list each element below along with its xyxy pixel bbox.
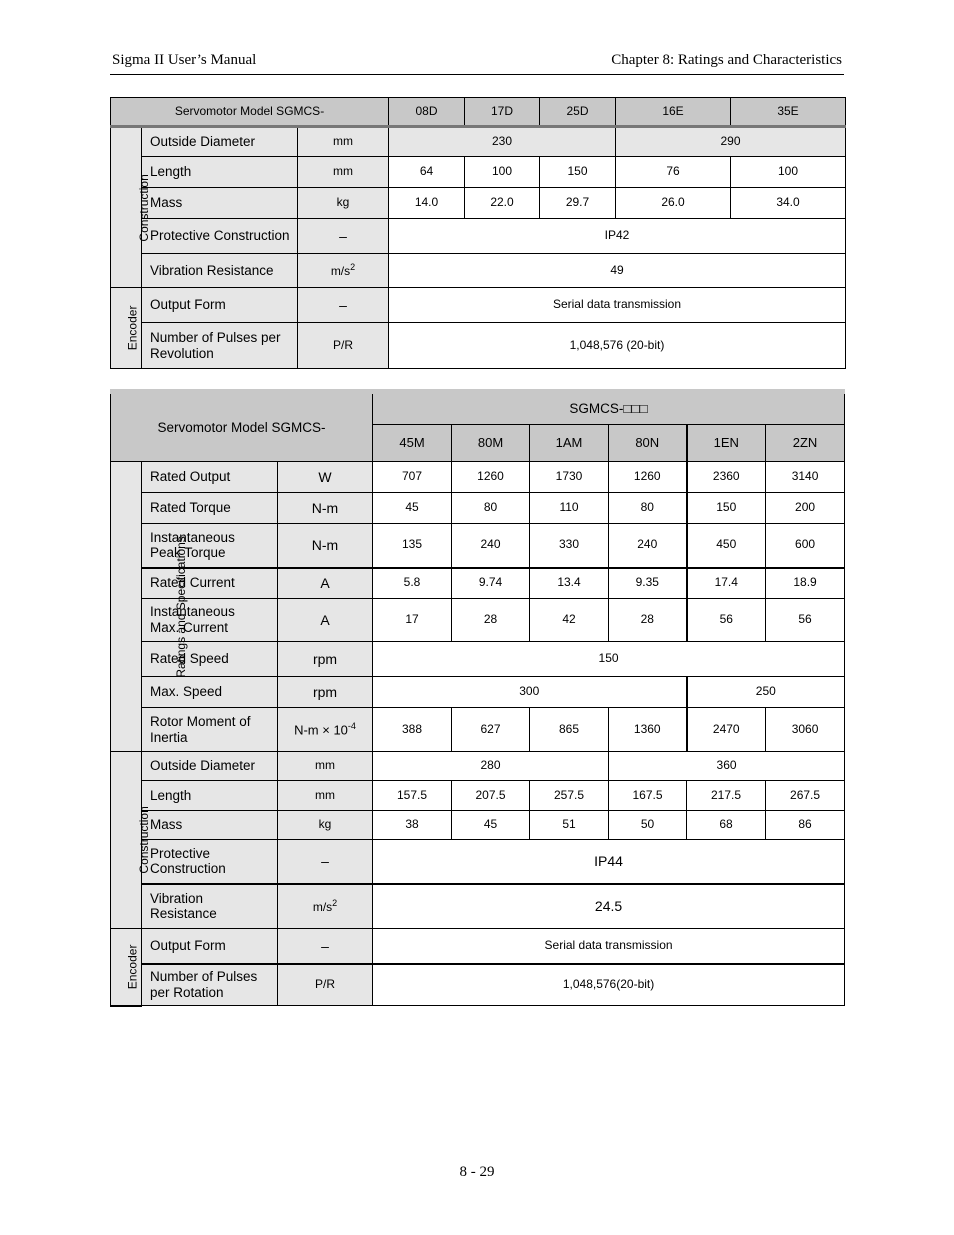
spec-table-sgmcs-d-e	[110, 97, 846, 369]
cell-value: 600	[766, 524, 845, 568]
row-label: Protective Construction	[142, 219, 298, 254]
cell-value: 1,048,576 (20-bit)	[389, 323, 846, 369]
cell-value: 9.74	[452, 568, 530, 599]
cell-value: 51	[530, 811, 609, 840]
cell-value: 86	[766, 811, 845, 840]
cell-value: 2470	[687, 708, 766, 752]
cell-value: 80	[609, 493, 687, 524]
cell-value: 135	[373, 524, 452, 568]
model-label: Servomotor Model SGMCS-	[111, 98, 389, 127]
row-unit: –	[298, 219, 389, 254]
row-label: Mass	[142, 188, 298, 219]
row-unit: $N-m \times 10^{-4}$	[278, 708, 373, 752]
row-label: Vibration Resistance	[142, 884, 278, 929]
row-unit: –	[298, 288, 389, 323]
row-unit: mm	[298, 127, 389, 157]
series-label: SGMCS-□□□	[373, 392, 845, 425]
group-construction: Construction	[111, 752, 142, 929]
cell-value: 150	[373, 642, 845, 677]
row-unit: P/R	[278, 964, 373, 1006]
table-row	[111, 840, 845, 884]
cell-value: 267.5	[766, 781, 845, 811]
row-label: Length	[142, 781, 278, 811]
cell-value: 280	[373, 752, 609, 781]
cell-value: 64	[389, 157, 465, 188]
row-unit: N-m	[278, 493, 373, 524]
cell-value: 257.5	[530, 781, 609, 811]
running-header-right: Chapter 8: Ratings and Characteristics	[611, 52, 842, 68]
cell-value: 707	[373, 462, 452, 493]
cell-value: 110	[530, 493, 609, 524]
cell-value: 100	[731, 157, 846, 188]
group-encoder: Encoder	[111, 929, 142, 1006]
table-row	[111, 781, 845, 811]
model-17d: 17D	[465, 98, 540, 127]
cell-value: 56	[687, 599, 766, 642]
row-unit: mm	[278, 752, 373, 781]
cell-value: IP42	[389, 219, 846, 254]
row-label: Length	[142, 157, 298, 188]
row-label: Vibration Resistance	[142, 254, 298, 288]
cell-value: 290	[616, 127, 846, 157]
cell-value: 42	[530, 599, 609, 642]
cell-value: 1730	[530, 462, 609, 493]
model-08d: 08D	[389, 98, 465, 127]
cell-value: Serial data transmission	[373, 929, 845, 964]
cell-value: 18.9	[766, 568, 845, 599]
cell-value: 250	[687, 677, 845, 708]
row-unit: rpm	[278, 677, 373, 708]
table-row	[111, 524, 845, 568]
cell-value: 68	[687, 811, 766, 840]
group-ratings: Ratings and Specifications	[111, 462, 142, 752]
cell-value: 56	[766, 599, 845, 642]
table-row	[111, 752, 845, 781]
cell-value: 230	[389, 127, 616, 157]
header-rule	[110, 74, 844, 75]
cell-value: 200	[766, 493, 845, 524]
row-unit: A	[278, 568, 373, 599]
row-unit: A	[278, 599, 373, 642]
cell-value: 24.5	[373, 884, 845, 929]
cell-value: 28	[609, 599, 687, 642]
row-unit: $m/s^2$	[298, 254, 389, 288]
cell-value: 330	[530, 524, 609, 568]
row-label: Outside Diameter	[142, 752, 278, 781]
cell-value: 29.7	[540, 188, 616, 219]
table-row	[111, 708, 845, 752]
row-unit: –	[278, 929, 373, 964]
cell-value: 217.5	[687, 781, 766, 811]
table-header-row	[111, 98, 846, 127]
row-label: Protective Construction	[142, 840, 278, 884]
group-encoder: Encoder	[111, 288, 142, 369]
table-row	[111, 642, 845, 677]
table-row	[111, 188, 846, 219]
cell-value: 80	[452, 493, 530, 524]
cell-value: 300	[373, 677, 687, 708]
table-row	[111, 462, 845, 493]
cell-value: 240	[609, 524, 687, 568]
cell-value: 76	[616, 157, 731, 188]
cell-value: 627	[452, 708, 530, 752]
table-row	[111, 929, 845, 964]
cell-value: 1260	[452, 462, 530, 493]
page-number: 8 - 29	[459, 1164, 495, 1180]
cell-value: 865	[530, 708, 609, 752]
cell-value: 1260	[609, 462, 687, 493]
row-unit: rpm	[278, 642, 373, 677]
row-unit: $m/s^2$	[278, 884, 373, 929]
cell-value: 167.5	[609, 781, 687, 811]
table-header-row	[111, 392, 845, 425]
table-row	[111, 677, 845, 708]
model-1am: 1AM	[530, 425, 609, 462]
running-header-left: Sigma II User’s Manual	[112, 52, 257, 68]
row-unit: mm	[278, 781, 373, 811]
model-1en: 1EN	[687, 425, 766, 462]
group-construction: Construction	[111, 127, 142, 288]
cell-value: 26.0	[616, 188, 731, 219]
row-unit: W	[278, 462, 373, 493]
table-row	[111, 599, 845, 642]
cell-value: 360	[609, 752, 845, 781]
row-label: Rated Current	[142, 568, 278, 599]
cell-value: 3140	[766, 462, 845, 493]
row-label: Max. Speed	[142, 677, 278, 708]
cell-value: 450	[687, 524, 766, 568]
cell-value: 34.0	[731, 188, 846, 219]
row-unit: mm	[298, 157, 389, 188]
table-row	[111, 288, 846, 323]
cell-value: 17.4	[687, 568, 766, 599]
row-label: Mass	[142, 811, 278, 840]
cell-value: 5.8	[373, 568, 452, 599]
model-45m: 45M	[373, 425, 452, 462]
row-label: Output Form	[142, 288, 298, 323]
cell-value: 28	[452, 599, 530, 642]
cell-value: 17	[373, 599, 452, 642]
model-80m: 80M	[452, 425, 530, 462]
cell-value: 157.5	[373, 781, 452, 811]
cell-value: 100	[465, 157, 540, 188]
row-unit: P/R	[298, 323, 389, 369]
cell-value: 13.4	[530, 568, 609, 599]
cell-value: 49	[389, 254, 846, 288]
table-row	[111, 964, 845, 1006]
cell-value: 2360	[687, 462, 766, 493]
cell-value: 45	[452, 811, 530, 840]
table-row	[111, 254, 846, 288]
row-unit: kg	[278, 811, 373, 840]
cell-value: Serial data transmission	[389, 288, 846, 323]
model-16e: 16E	[616, 98, 731, 127]
cell-value: IP44	[373, 840, 845, 884]
table-row	[111, 219, 846, 254]
cell-value: 14.0	[389, 188, 465, 219]
row-unit: kg	[298, 188, 389, 219]
table-row	[111, 323, 846, 369]
row-label: Number of Pulses per Revolution	[142, 323, 298, 369]
cell-value: 240	[452, 524, 530, 568]
cell-value: 9.35	[609, 568, 687, 599]
cell-value: 207.5	[452, 781, 530, 811]
table-row	[111, 811, 845, 840]
row-label: Rated Torque	[142, 493, 278, 524]
row-label: Number of Pulses per Rotation	[142, 964, 278, 1006]
cell-value: 22.0	[465, 188, 540, 219]
spec-table-sgmcs-m-n	[110, 389, 845, 1007]
cell-value: 150	[687, 493, 766, 524]
cell-value: 388	[373, 708, 452, 752]
row-label: Rotor Moment of Inertia	[142, 708, 278, 752]
row-label: Rated Speed	[142, 642, 278, 677]
row-label: Output Form	[142, 929, 278, 964]
cell-value: 1,048,576(20-bit)	[373, 964, 845, 1006]
cell-value: 45	[373, 493, 452, 524]
model-25d: 25D	[540, 98, 616, 127]
cell-value: 150	[540, 157, 616, 188]
model-label: Servomotor Model SGMCS-	[111, 392, 373, 462]
table-row	[111, 127, 846, 157]
row-unit: N-m	[278, 524, 373, 568]
table-row	[111, 157, 846, 188]
model-35e: 35E	[731, 98, 846, 127]
row-label: Instantaneous Peak Torque	[142, 524, 278, 568]
model-2zn: 2ZN	[766, 425, 845, 462]
cell-value: 50	[609, 811, 687, 840]
row-label: Rated Output	[142, 462, 278, 493]
cell-value: 38	[373, 811, 452, 840]
table-row	[111, 568, 845, 599]
table-row	[111, 884, 845, 929]
cell-value: 3060	[766, 708, 845, 752]
row-unit: –	[278, 840, 373, 884]
model-80n: 80N	[609, 425, 687, 462]
row-label: Outside Diameter	[142, 127, 298, 157]
row-label: Instantaneous Max. Current	[142, 599, 278, 642]
table-row	[111, 493, 845, 524]
cell-value: 1360	[609, 708, 687, 752]
